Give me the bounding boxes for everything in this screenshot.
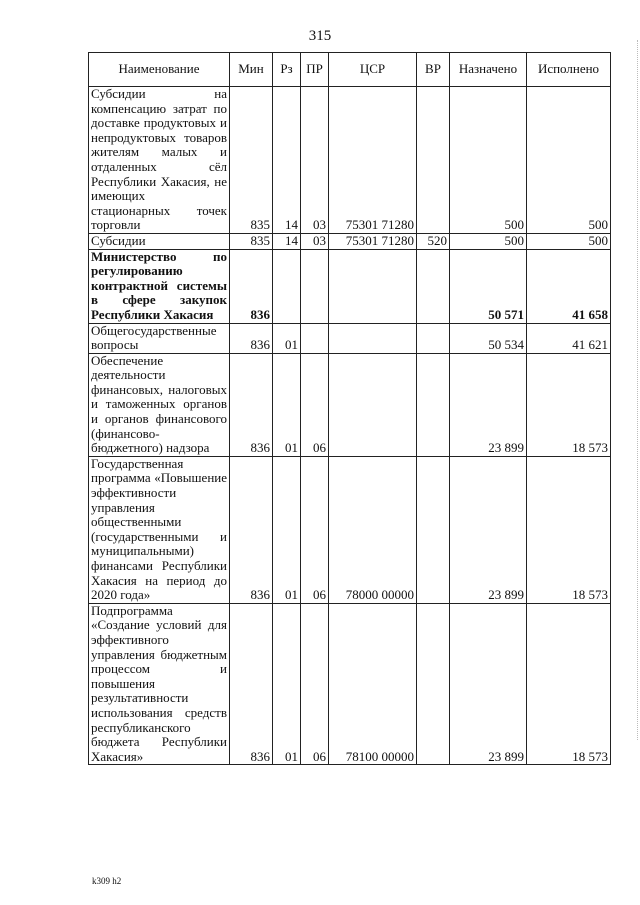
table-row <box>89 323 611 353</box>
row-executed: 18 573 <box>527 603 611 765</box>
row-min: 835 <box>230 233 273 249</box>
col-header-csr: ЦСР <box>329 53 417 87</box>
row-rz: 14 <box>273 233 301 249</box>
row-min: 836 <box>230 353 273 456</box>
row-rz: 01 <box>273 603 301 765</box>
table-row <box>89 353 611 456</box>
col-header-min: Мин <box>230 53 273 87</box>
row-min: 835 <box>230 87 273 234</box>
row-min: 836 <box>230 456 273 603</box>
col-header-vr: ВР <box>417 53 450 87</box>
row-pr <box>301 249 329 323</box>
table-row <box>89 233 611 249</box>
row-min: 836 <box>230 603 273 765</box>
row-name: Подпрограмма «Создание условий для эффективного управления бюджетным процессом и повышения результативности использования средств республиканского бюджета Республики Хакасия» <box>89 603 230 765</box>
row-assigned: 50 534 <box>450 323 527 353</box>
row-pr: 03 <box>301 87 329 234</box>
row-vr <box>417 87 450 234</box>
row-min: 836 <box>230 323 273 353</box>
row-assigned: 23 899 <box>450 456 527 603</box>
table-row <box>89 456 611 603</box>
row-executed: 500 <box>527 233 611 249</box>
row-csr <box>329 353 417 456</box>
row-executed: 18 573 <box>527 353 611 456</box>
row-vr: 520 <box>417 233 450 249</box>
row-vr <box>417 249 450 323</box>
row-pr: 06 <box>301 456 329 603</box>
footer-code: k309 h2 <box>92 876 122 886</box>
col-header-assigned: Назначено <box>450 53 527 87</box>
row-assigned: 500 <box>450 233 527 249</box>
row-name: Субсидии <box>89 233 230 249</box>
row-name: Общегосударственные вопросы <box>89 323 230 353</box>
row-rz: 01 <box>273 456 301 603</box>
col-header-pr: ПР <box>301 53 329 87</box>
row-executed: 500 <box>527 87 611 234</box>
row-name: Обеспечение деятельности финансовых, налоговых и таможенных органов и органов финансового (финансово-бюджетного) надзора <box>89 353 230 456</box>
row-assigned: 500 <box>450 87 527 234</box>
row-rz: 01 <box>273 353 301 456</box>
row-executed: 18 573 <box>527 456 611 603</box>
table-row <box>89 249 611 323</box>
row-min: 836 <box>230 249 273 323</box>
row-executed: 41 658 <box>527 249 611 323</box>
row-assigned: 23 899 <box>450 603 527 765</box>
row-csr: 75301 71280 <box>329 233 417 249</box>
scan-margin-marks <box>631 40 638 740</box>
row-rz <box>273 249 301 323</box>
row-name: Государственная программа «Повышение эффективности управления общественными (государственными и муниципальными) финансами Республики Хакасия на период до 2020 года» <box>89 456 230 603</box>
row-csr: 78000 00000 <box>329 456 417 603</box>
row-rz: 01 <box>273 323 301 353</box>
row-vr <box>417 323 450 353</box>
row-name: Субсидии на компенсацию затрат по доставке продуктовых и непродуктовых товаров жителям малых и отдаленных сёл Республики Хакасия, не имеющих стационарных точек торговли <box>89 87 230 234</box>
row-assigned: 23 899 <box>450 353 527 456</box>
page-number: 315 <box>308 28 332 44</box>
col-header-rz: Рз <box>273 53 301 87</box>
row-name: Министерство по регулированию контрактной системы в сфере закупок Республики Хакасия <box>89 249 230 323</box>
table-row <box>89 87 611 234</box>
row-pr: 03 <box>301 233 329 249</box>
col-header-executed: Исполнено <box>527 53 611 87</box>
row-assigned: 50 571 <box>450 249 527 323</box>
row-pr <box>301 323 329 353</box>
row-executed: 41 621 <box>527 323 611 353</box>
row-pr: 06 <box>301 603 329 765</box>
row-vr <box>417 353 450 456</box>
row-csr: 78100 00000 <box>329 603 417 765</box>
row-rz: 14 <box>273 87 301 234</box>
row-csr <box>329 249 417 323</box>
col-header-name: Наименование <box>89 53 230 87</box>
header-row <box>89 53 611 87</box>
table-row <box>89 603 611 765</box>
row-vr <box>417 603 450 765</box>
row-pr: 06 <box>301 353 329 456</box>
row-csr: 75301 71280 <box>329 87 417 234</box>
row-csr <box>329 323 417 353</box>
budget-table <box>88 52 611 765</box>
row-vr <box>417 456 450 603</box>
